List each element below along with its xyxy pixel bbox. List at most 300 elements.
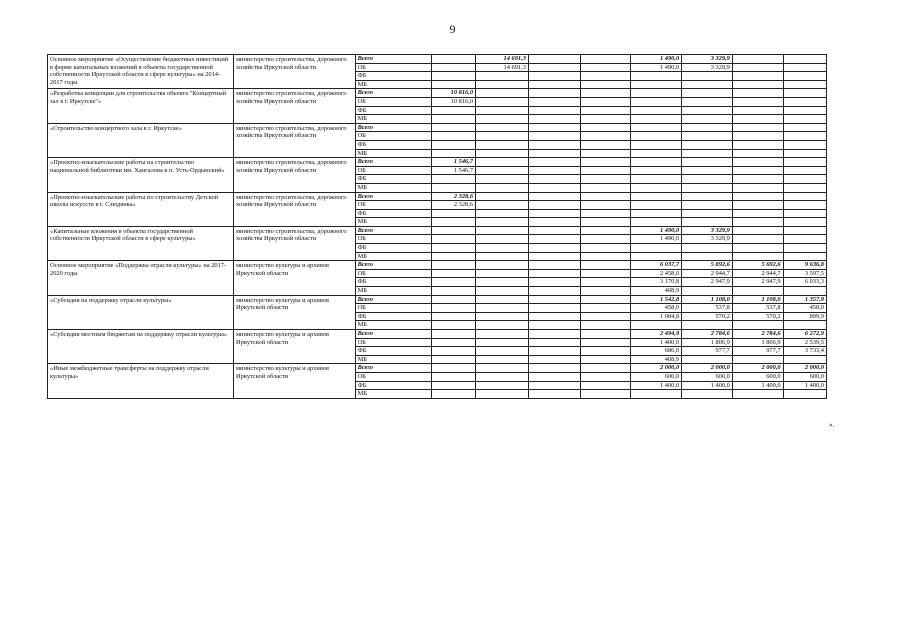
amount-cell: 1 806,9: [732, 338, 783, 347]
amount-cell: [431, 244, 475, 253]
amount-cell: 3 329,9: [682, 226, 733, 235]
amount-cell: [631, 106, 682, 115]
amount-cell: [682, 106, 733, 115]
amount-cell: [431, 261, 475, 270]
amount-cell: [431, 330, 475, 339]
funding-source-cell: МБ: [355, 321, 431, 330]
amount-cell: [431, 218, 475, 227]
amount-cell: 14 691,3: [476, 55, 529, 64]
amount-cell: 6 272,9: [783, 330, 826, 339]
table-row: [48, 158, 827, 167]
amount-cell: [528, 166, 580, 175]
amount-cell: [580, 261, 631, 270]
amount-cell: [431, 115, 475, 124]
executor-cell: министерство культуры и архивов Иркутской области: [234, 364, 356, 398]
amount-cell: [431, 140, 475, 149]
amount-cell: [732, 166, 783, 175]
amount-cell: [476, 244, 529, 253]
funding-source-cell: МБ: [355, 287, 431, 296]
amount-cell: 1 357,9: [783, 295, 826, 304]
funding-source-cell: Всего: [355, 192, 431, 201]
amount-cell: 1 490,0: [631, 226, 682, 235]
funding-source-cell: ОБ: [355, 372, 431, 381]
table-row: [48, 261, 827, 270]
page-number: 9: [449, 22, 456, 36]
amount-cell: [528, 218, 580, 227]
funding-source-cell: ФБ: [355, 347, 431, 356]
amount-cell: [528, 55, 580, 64]
amount-cell: [631, 72, 682, 81]
amount-cell: [631, 183, 682, 192]
amount-cell: [783, 355, 826, 364]
amount-cell: [631, 115, 682, 124]
amount-cell: [476, 140, 529, 149]
amount-cell: 600,0: [631, 372, 682, 381]
amount-cell: [783, 97, 826, 106]
amount-cell: [431, 295, 475, 304]
amount-cell: [528, 115, 580, 124]
amount-cell: 1 400,0: [783, 381, 826, 390]
amount-cell: [732, 390, 783, 399]
amount-cell: [528, 338, 580, 347]
amount-cell: 2 000,0: [682, 364, 733, 373]
amount-cell: 3 329,9: [682, 55, 733, 64]
amount-cell: 5 892,6: [682, 261, 733, 270]
amount-cell: [431, 80, 475, 89]
amount-cell: [682, 166, 733, 175]
amount-cell: [631, 149, 682, 158]
amount-cell: [476, 390, 529, 399]
amount-cell: [682, 183, 733, 192]
amount-cell: [732, 235, 783, 244]
amount-cell: 9 636,8: [783, 261, 826, 270]
funding-source-cell: Всего: [355, 226, 431, 235]
amount-cell: [580, 372, 631, 381]
amount-cell: 2 944,7: [682, 269, 733, 278]
amount-cell: [580, 235, 631, 244]
amount-cell: [783, 321, 826, 330]
amount-cell: [528, 390, 580, 399]
amount-cell: 2 784,6: [682, 330, 733, 339]
amount-cell: [732, 244, 783, 253]
amount-cell: [732, 218, 783, 227]
amount-cell: [580, 201, 631, 210]
amount-cell: [732, 209, 783, 218]
amount-cell: [431, 390, 475, 399]
amount-cell: [732, 192, 783, 201]
amount-cell: [631, 244, 682, 253]
amount-cell: 1 806,9: [682, 338, 733, 347]
amount-cell: [783, 201, 826, 210]
amount-cell: 600,0: [732, 372, 783, 381]
amount-cell: [528, 321, 580, 330]
amount-cell: [580, 364, 631, 373]
amount-cell: 408,9: [631, 287, 682, 296]
amount-cell: [528, 278, 580, 287]
amount-cell: 1 546,7: [431, 166, 475, 175]
amount-cell: [783, 140, 826, 149]
funding-source-cell: Всего: [355, 364, 431, 373]
amount-cell: [580, 312, 631, 321]
amount-cell: [783, 218, 826, 227]
amount-cell: [431, 347, 475, 356]
amount-cell: [580, 269, 631, 278]
funding-source-cell: ОБ: [355, 338, 431, 347]
amount-cell: [528, 149, 580, 158]
amount-cell: [476, 381, 529, 390]
amount-cell: 2 944,7: [732, 269, 783, 278]
amount-cell: [631, 175, 682, 184]
amount-cell: [528, 347, 580, 356]
amount-cell: [631, 97, 682, 106]
amount-cell: 1 546,7: [431, 158, 475, 167]
amount-cell: [732, 97, 783, 106]
amount-cell: 6 033,3: [783, 278, 826, 287]
amount-cell: [783, 115, 826, 124]
amount-cell: [732, 140, 783, 149]
amount-cell: [732, 72, 783, 81]
amount-cell: [783, 175, 826, 184]
table-row: [48, 364, 827, 373]
amount-cell: [732, 132, 783, 141]
amount-cell: [682, 209, 733, 218]
executor-cell: министерство культуры и архивов Иркутской области: [234, 261, 356, 295]
amount-cell: [580, 97, 631, 106]
event-name-cell: Основное мероприятие «Поддержка отрасли культуры» на 2017-2020 годы: [48, 261, 234, 295]
amount-cell: [732, 287, 783, 296]
amount-cell: [476, 158, 529, 167]
amount-cell: 537,8: [682, 304, 733, 313]
funding-source-cell: ОБ: [355, 63, 431, 72]
amount-cell: [783, 149, 826, 158]
amount-cell: [631, 209, 682, 218]
amount-cell: 686,0: [631, 347, 682, 356]
amount-cell: [476, 72, 529, 81]
amount-cell: [431, 287, 475, 296]
amount-cell: [476, 149, 529, 158]
amount-cell: [431, 312, 475, 321]
event-name-cell: «Субсидия местным бюджетам на поддержку отрасли культуры»: [48, 330, 234, 364]
amount-cell: 977,7: [682, 347, 733, 356]
amount-cell: [732, 158, 783, 167]
amount-cell: [732, 55, 783, 64]
amount-cell: [580, 321, 631, 330]
funding-source-cell: ФБ: [355, 244, 431, 253]
amount-cell: 458,0: [783, 304, 826, 313]
amount-cell: [580, 149, 631, 158]
amount-cell: [732, 355, 783, 364]
amount-cell: [631, 321, 682, 330]
table-row: [48, 89, 827, 98]
amount-cell: [682, 132, 733, 141]
amount-cell: [528, 140, 580, 149]
amount-cell: [431, 278, 475, 287]
amount-cell: [431, 123, 475, 132]
event-name-cell: «Разработка концепции для строительства объекта "Концертный зал в г. Иркутске"»: [48, 89, 234, 123]
amount-cell: [631, 390, 682, 399]
amount-cell: [732, 80, 783, 89]
amount-cell: 1 108,0: [682, 295, 733, 304]
amount-cell: [431, 72, 475, 81]
amount-cell: 899,9: [783, 312, 826, 321]
amount-cell: [732, 175, 783, 184]
funding-source-cell: Всего: [355, 330, 431, 339]
amount-cell: [580, 175, 631, 184]
amount-cell: 2 494,9: [631, 330, 682, 339]
amount-cell: [431, 381, 475, 390]
amount-cell: [783, 106, 826, 115]
amount-cell: [476, 175, 529, 184]
amount-cell: [580, 226, 631, 235]
amount-cell: 1 400,0: [631, 338, 682, 347]
amount-cell: [580, 166, 631, 175]
amount-cell: [580, 80, 631, 89]
funding-source-cell: ОБ: [355, 201, 431, 210]
amount-cell: [631, 132, 682, 141]
amount-cell: [431, 183, 475, 192]
amount-cell: [732, 106, 783, 115]
amount-cell: [783, 235, 826, 244]
amount-cell: [431, 226, 475, 235]
amount-cell: 2 000,0: [783, 364, 826, 373]
amount-cell: [682, 123, 733, 132]
amount-cell: 1 490,0: [631, 55, 682, 64]
amount-cell: [682, 175, 733, 184]
amount-cell: 1 108,0: [732, 295, 783, 304]
amount-cell: [580, 338, 631, 347]
amount-cell: [682, 89, 733, 98]
amount-cell: [476, 261, 529, 270]
amount-cell: [682, 149, 733, 158]
amount-cell: [528, 235, 580, 244]
funding-source-cell: МБ: [355, 183, 431, 192]
funding-source-cell: Всего: [355, 89, 431, 98]
amount-cell: [528, 330, 580, 339]
amount-cell: [431, 321, 475, 330]
amount-cell: [783, 252, 826, 261]
amount-cell: [580, 287, 631, 296]
amount-cell: [528, 261, 580, 270]
amount-cell: [732, 123, 783, 132]
amount-cell: [476, 269, 529, 278]
amount-cell: [476, 132, 529, 141]
amount-cell: [580, 183, 631, 192]
amount-cell: [431, 304, 475, 313]
amount-cell: [476, 287, 529, 296]
funding-source-cell: МБ: [355, 252, 431, 261]
funding-source-cell: МБ: [355, 218, 431, 227]
funding-source-cell: ФБ: [355, 72, 431, 81]
amount-cell: 570,2: [682, 312, 733, 321]
amount-cell: [528, 72, 580, 81]
amount-cell: 2 328,6: [431, 201, 475, 210]
amount-cell: [476, 330, 529, 339]
amount-cell: [783, 123, 826, 132]
amount-cell: [528, 381, 580, 390]
executor-cell: министерство строительства, дорожного хозяйства Иркутской области: [234, 55, 356, 89]
amount-cell: [783, 183, 826, 192]
amount-cell: [476, 295, 529, 304]
amount-cell: [528, 295, 580, 304]
amount-cell: 408,9: [631, 355, 682, 364]
executor-cell: министерство культуры и архивов Иркутской области: [234, 330, 356, 364]
amount-cell: [476, 312, 529, 321]
amount-cell: [682, 390, 733, 399]
amount-cell: [631, 123, 682, 132]
amount-cell: [783, 72, 826, 81]
amount-cell: [528, 158, 580, 167]
amount-cell: [528, 63, 580, 72]
amount-cell: [476, 123, 529, 132]
amount-cell: [528, 132, 580, 141]
amount-cell: [732, 89, 783, 98]
amount-cell: [580, 355, 631, 364]
amount-cell: [580, 304, 631, 313]
amount-cell: 1 490,0: [631, 63, 682, 72]
amount-cell: [631, 201, 682, 210]
amount-cell: 3 597,5: [783, 269, 826, 278]
amount-cell: [631, 80, 682, 89]
amount-cell: [682, 355, 733, 364]
amount-cell: [431, 149, 475, 158]
funding-source-cell: МБ: [355, 80, 431, 89]
amount-cell: [631, 166, 682, 175]
funding-source-cell: Всего: [355, 55, 431, 64]
amount-cell: [476, 218, 529, 227]
amount-cell: [783, 63, 826, 72]
table-row: [48, 226, 827, 235]
amount-cell: 1 542,8: [631, 295, 682, 304]
amount-cell: [580, 390, 631, 399]
amount-cell: [580, 278, 631, 287]
funding-source-cell: ОБ: [355, 132, 431, 141]
amount-cell: [682, 252, 733, 261]
amount-cell: [528, 312, 580, 321]
amount-cell: [431, 55, 475, 64]
amount-cell: 3 733,4: [783, 347, 826, 356]
amount-cell: [476, 166, 529, 175]
amount-cell: [783, 226, 826, 235]
amount-cell: [580, 132, 631, 141]
amount-cell: [631, 158, 682, 167]
table-row: [48, 123, 827, 132]
amount-cell: [783, 89, 826, 98]
amount-cell: 3 329,9: [682, 63, 733, 72]
amount-cell: [580, 115, 631, 124]
amount-cell: [476, 252, 529, 261]
amount-cell: [682, 97, 733, 106]
amount-cell: [732, 321, 783, 330]
amount-cell: [580, 295, 631, 304]
amount-cell: [476, 97, 529, 106]
table-row: [48, 55, 827, 64]
executor-cell: министерство строительства, дорожного хозяйства Иркутской области: [234, 192, 356, 226]
amount-cell: [431, 338, 475, 347]
amount-cell: [528, 183, 580, 192]
amount-cell: [528, 269, 580, 278]
amount-cell: 3 170,8: [631, 278, 682, 287]
amount-cell: [580, 55, 631, 64]
amount-cell: [682, 80, 733, 89]
amount-cell: [580, 140, 631, 149]
amount-cell: 1 400,0: [631, 381, 682, 390]
amount-cell: [431, 235, 475, 244]
funding-source-cell: Всего: [355, 261, 431, 270]
amount-cell: [783, 192, 826, 201]
amount-cell: 2 328,6: [431, 192, 475, 201]
funding-source-cell: МБ: [355, 355, 431, 364]
amount-cell: [732, 226, 783, 235]
amount-cell: [732, 201, 783, 210]
amount-cell: [682, 140, 733, 149]
event-name-cell: «Капитальные вложения в объекты государственной собственности Иркутской области в сфере культуры»: [48, 226, 234, 260]
funding-source-cell: ОБ: [355, 166, 431, 175]
amount-cell: [431, 175, 475, 184]
amount-cell: [528, 355, 580, 364]
end-mark: ».: [829, 421, 835, 429]
amount-cell: [580, 123, 631, 132]
event-name-cell: Основное мероприятие «Осуществление бюджетных инвестиций в форме капитальных вложений в объекты государственной собственности Иркутской области в сфере культуры» на 2014-2017 годы: [48, 55, 234, 89]
amount-cell: 1 400,0: [732, 381, 783, 390]
amount-cell: [528, 106, 580, 115]
amount-cell: 1 084,8: [631, 312, 682, 321]
amount-cell: [783, 55, 826, 64]
amount-cell: [732, 252, 783, 261]
funding-source-cell: ФБ: [355, 381, 431, 390]
funding-source-cell: Всего: [355, 295, 431, 304]
amount-cell: 2 784,6: [732, 330, 783, 339]
amount-cell: [580, 330, 631, 339]
funding-source-cell: ФБ: [355, 106, 431, 115]
amount-cell: [783, 209, 826, 218]
amount-cell: [528, 97, 580, 106]
amount-cell: [431, 209, 475, 218]
amount-cell: [476, 278, 529, 287]
amount-cell: 2 000,0: [631, 364, 682, 373]
funding-source-cell: Всего: [355, 158, 431, 167]
amount-cell: [528, 80, 580, 89]
amount-cell: [682, 72, 733, 81]
amount-cell: [528, 89, 580, 98]
funding-source-cell: Всего: [355, 123, 431, 132]
amount-cell: [528, 252, 580, 261]
amount-cell: [580, 218, 631, 227]
amount-cell: 600,0: [783, 372, 826, 381]
amount-cell: [580, 72, 631, 81]
table-row: [48, 295, 827, 304]
amount-cell: [580, 252, 631, 261]
amount-cell: [476, 80, 529, 89]
funding-source-cell: МБ: [355, 115, 431, 124]
amount-cell: [528, 123, 580, 132]
amount-cell: 6 037,7: [631, 261, 682, 270]
amount-cell: [783, 244, 826, 253]
table-row: [48, 192, 827, 201]
executor-cell: министерство строительства, дорожного хозяйства Иркутской области: [234, 226, 356, 260]
amount-cell: [431, 106, 475, 115]
amount-cell: [580, 63, 631, 72]
funding-source-cell: ФБ: [355, 278, 431, 287]
amount-cell: [783, 287, 826, 296]
funding-source-cell: ОБ: [355, 304, 431, 313]
amount-cell: [580, 158, 631, 167]
amount-cell: [476, 338, 529, 347]
amount-cell: [528, 201, 580, 210]
executor-cell: министерство строительства, дорожного хозяйства Иркутской области: [234, 123, 356, 157]
amount-cell: 600,0: [682, 372, 733, 381]
event-name-cell: «Строительство концертного зала в г. Иркутске»: [48, 123, 234, 157]
amount-cell: [528, 304, 580, 313]
